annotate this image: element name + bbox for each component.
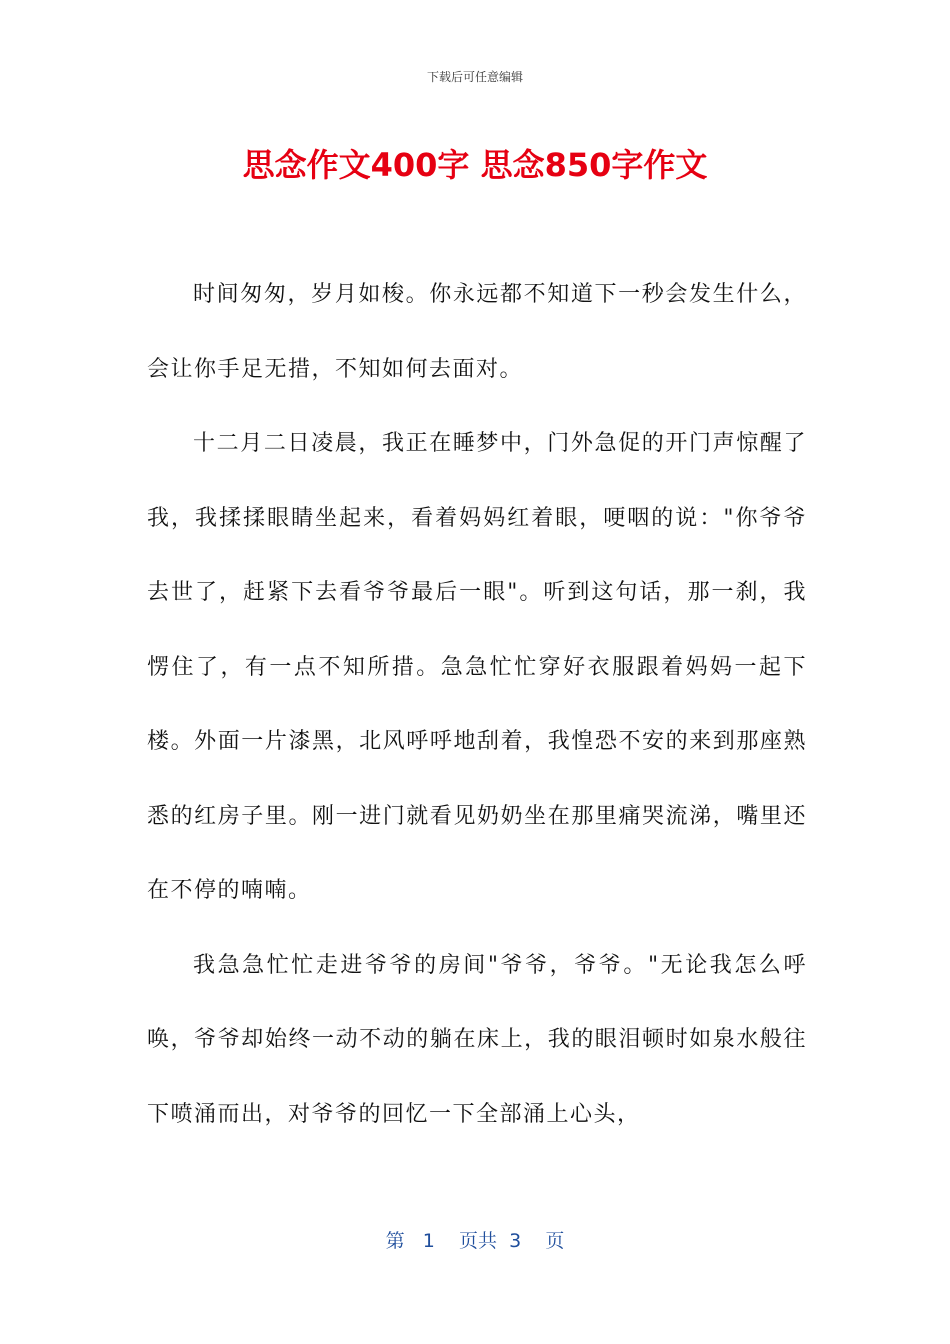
page-number: 1 [422,1230,435,1252]
document-title: 思念作文400字 思念850字作文 [242,146,708,184]
page-prefix: 第 [385,1230,405,1252]
page-suffix: 页 [545,1230,565,1252]
page-mid: 页共 [459,1230,498,1252]
page-footer [0,1226,950,1253]
paragraph-1: 时间匆匆，岁月如梭。你永远都不知道下一秒会发生什么，会让你手足无措，不知如何去面对。 [147,282,807,382]
header-note: 下载后可任意编辑 [426,70,523,84]
paragraph-3: 我急急忙忙走进爷爷的房间"爷爷，爷爷。"无论我怎么呼唤，爷爷却始终一动不动的躺在床上，我的眼泪顿时如泉水般往下喷涌而出，对爷爷的回忆一下全部涌上心头， [147,952,807,1127]
document-body [147,258,807,1152]
page-total: 3 [509,1230,522,1252]
paragraph-2: 十二月二日凌晨，我正在睡梦中，门外急促的开门声惊醒了我，我揉揉眼睛坐起来，看着妈妈红着眼，哽咽的说："你爷爷去世了，赶紧下去看爷爷最后一眼"。听到这句话，那一刹，我愣住了，有一点不知所措。急急忙忙穿好衣服跟着妈妈一起下楼。外面一片漆黑，北风呼呼地刮着，我惶恐不安的来到那座熟悉的红房子里。刚一进门就看见奶奶坐在那里痛哭流涕，嘴里还在不停的喃喃。 [147,431,807,903]
